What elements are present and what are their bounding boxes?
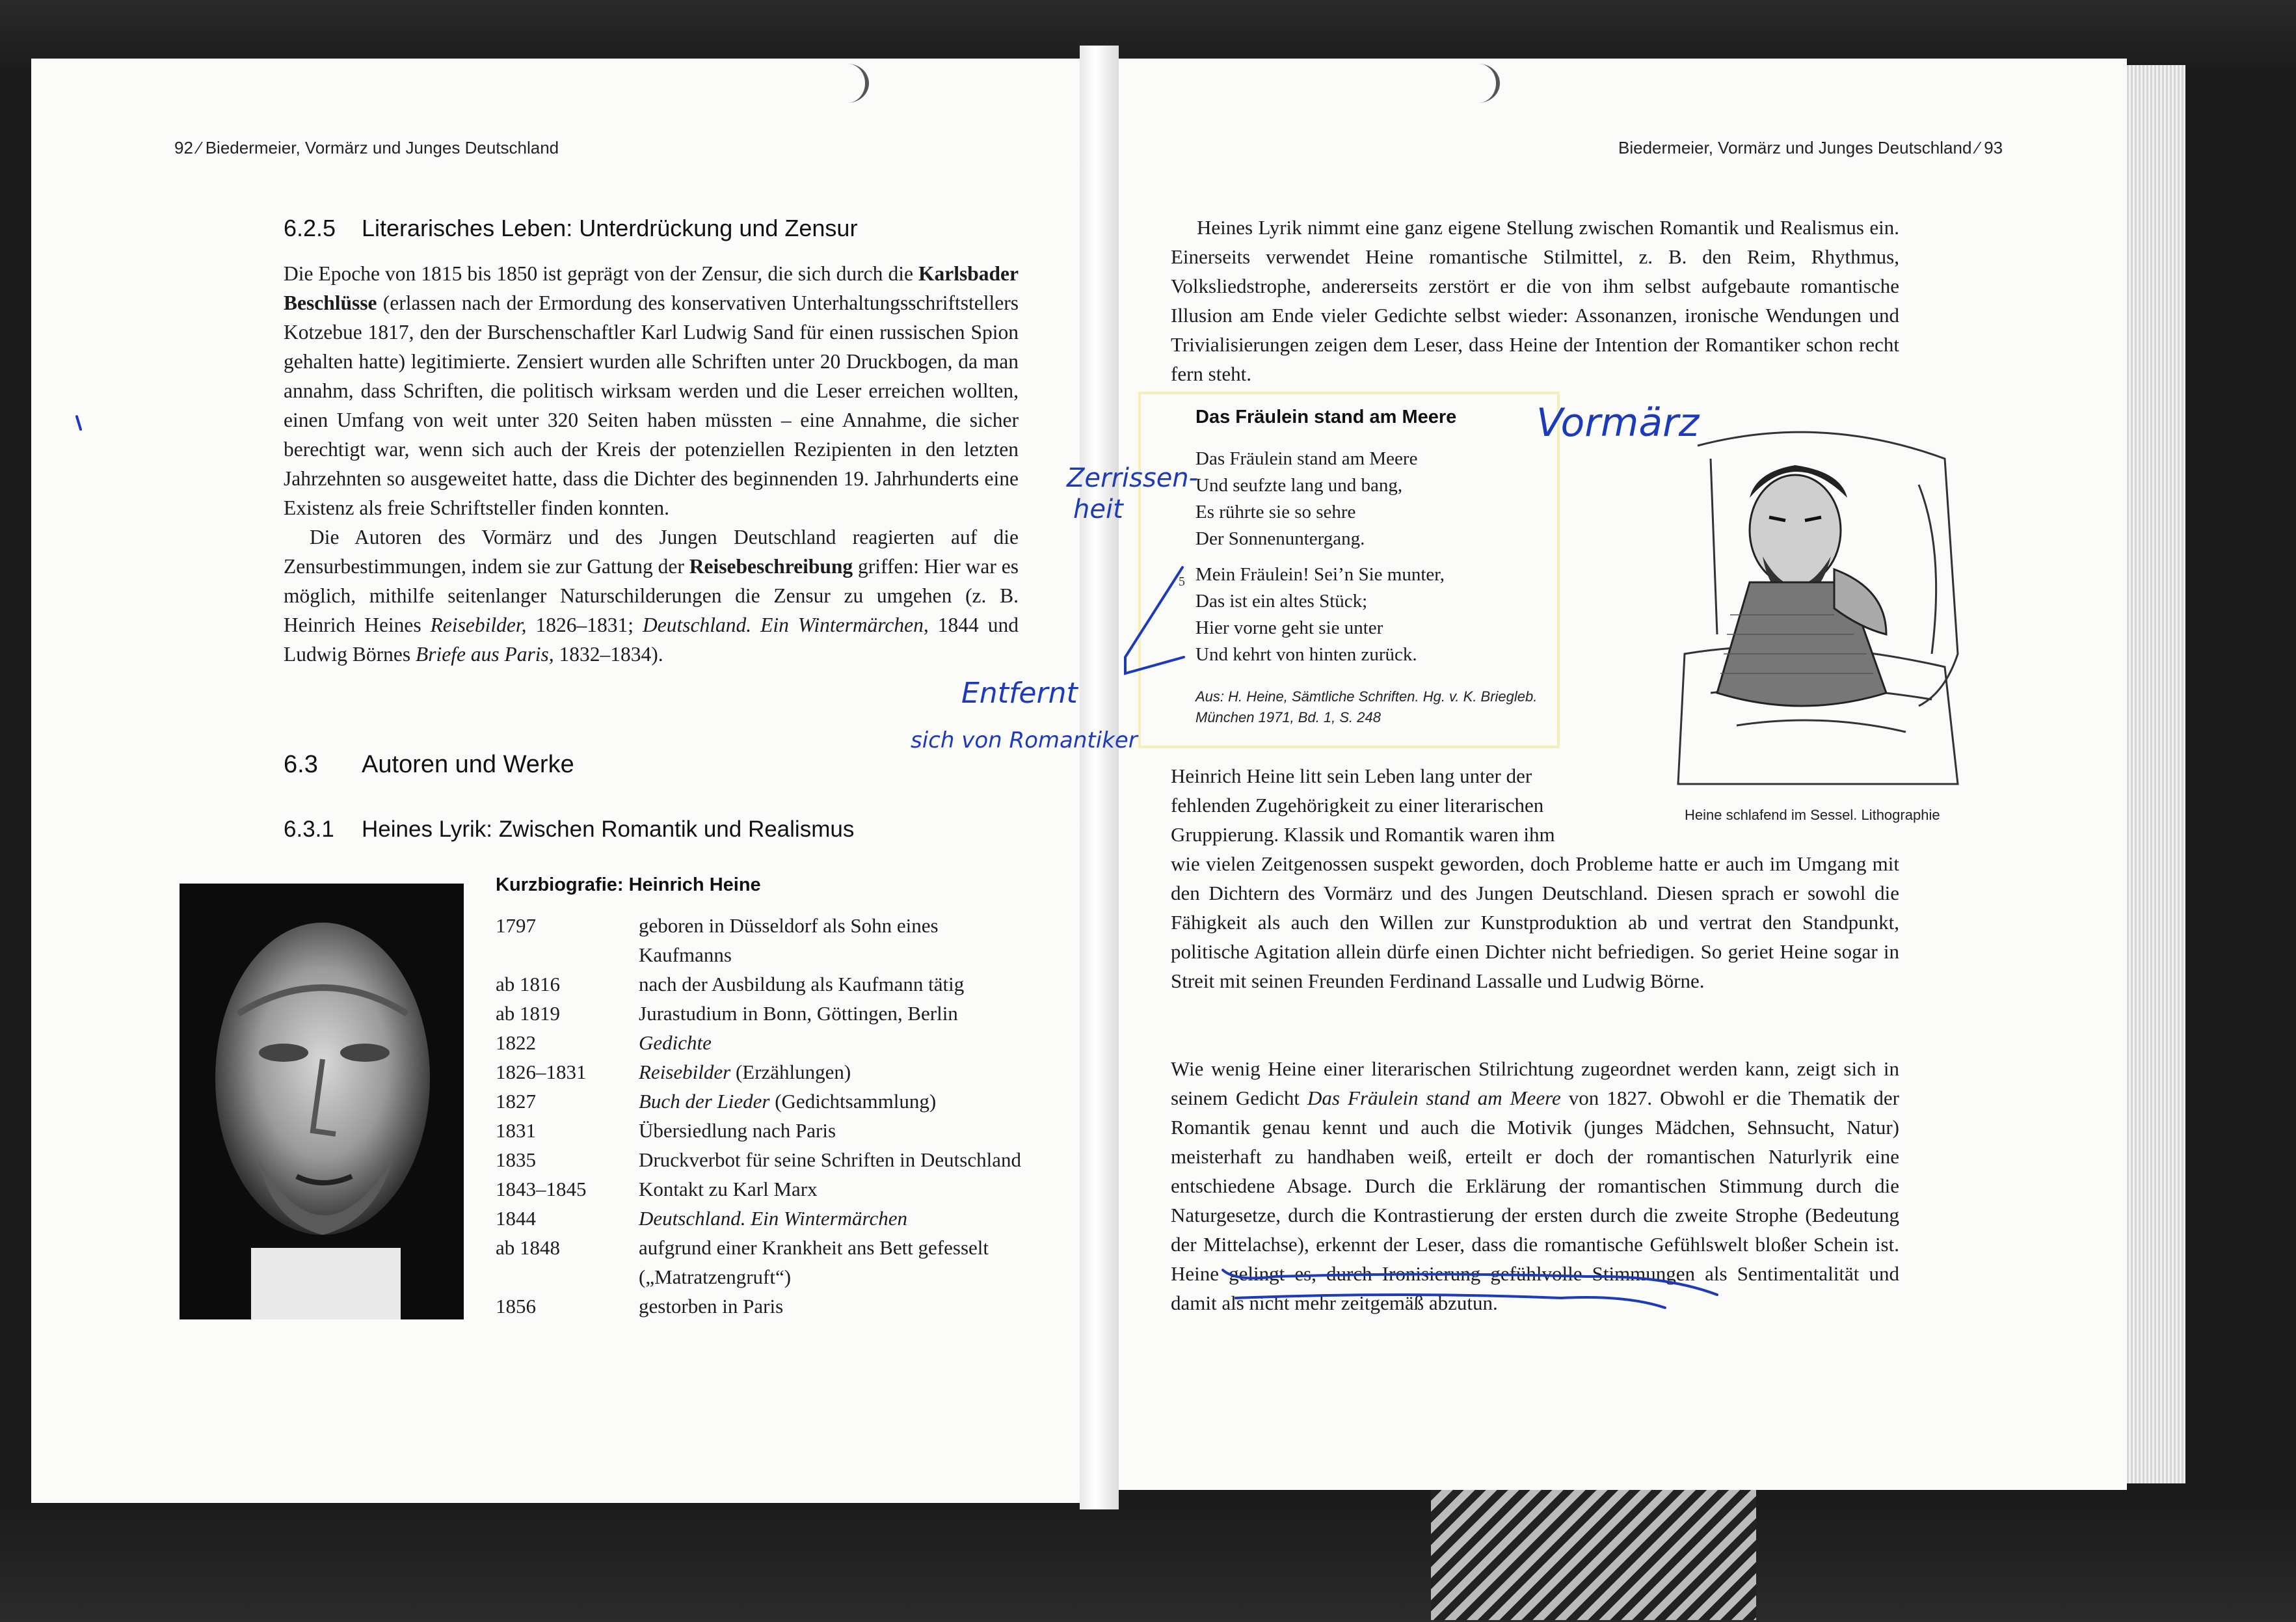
bio-year: 1827: [496, 1090, 536, 1113]
section-title: Literarisches Leben: Unterdrückung und Zensur: [362, 215, 858, 241]
bio-text: aufgrund einer Krankheit ans Bett gefesselt („Matratzengruft“): [639, 1236, 989, 1288]
annotation-zerrissenheit: heit: [1073, 494, 1123, 524]
work-title: Deutschland. Ein Wintermärchen,: [643, 614, 929, 636]
bio-text: Druckverbot für seine Schriften in Deutschland: [639, 1148, 1021, 1171]
poem-line: Und kehrt von hinten zurück.: [1195, 644, 1417, 665]
work-title: Briefe aus Paris,: [415, 643, 554, 666]
work-title: Das Fräulein stand am Meere: [1307, 1087, 1561, 1109]
section-number: 6.3.1: [284, 817, 334, 842]
text-line: fehlenden Zugehörigkeit zu einer literarischen: [1171, 794, 1544, 817]
work-title: Deutschland. Ein Wintermärchen: [639, 1207, 907, 1230]
poem-line: Das Fräulein stand am Meere: [1195, 448, 1418, 469]
running-head-left: 92 ⁄ Biedermeier, Vormärz und Junges Deutschland: [174, 138, 559, 157]
text-run: wie vielen Zeitgenossen suspekt geworden, doch Probleme hatte er auch im Umgang mit den Dichtern des Vormärz und des Jungen Deutschland. Diesen sprach er sowohl die Fähigkeit als auch den Willen zur Kunstproduktion ab und vertrat den Standpunkt, politische Agitation allein dürfe einen Dichter nicht befriedigen. So geriet Heine sogar in Streit mit seinen Freunden Ferdinand Lassalle und Ludwig Börne.: [1171, 852, 1899, 992]
poem-line: Und seufzte lang und bang,: [1195, 475, 1403, 496]
source-line: Aus: H. Heine, Sämtliche Schriften. Hg. v. K. Briegleb.: [1195, 688, 1538, 705]
bio-text: Kontakt zu Karl Marx: [639, 1178, 818, 1200]
bio-year: ab 1816: [496, 973, 561, 995]
text-run: Wie wenig Heine einer literarischen Stilrichtung zugeordnet werden kann, zeigt sich in seinem Gedicht: [1171, 1057, 1899, 1109]
text-run: 1832–1834).: [554, 643, 663, 666]
bio-year: 1826–1831: [496, 1061, 587, 1083]
bio-text: geboren in Düsseldorf als Sohn eines Kaufmanns: [639, 914, 939, 966]
text-line: Gruppierung. Klassik und Romantik waren ihm: [1171, 823, 1555, 846]
bio-year: 1856: [496, 1295, 536, 1318]
bio-year: ab 1819: [496, 1002, 561, 1025]
bio-year: 1843–1845: [496, 1178, 587, 1200]
bio-text: Übersiedlung nach Paris: [639, 1119, 836, 1142]
lithograph-caption: Heine schlafend im Sessel. Lithographie: [1685, 807, 1940, 823]
text-line: Heinrich Heine litt sein Leben lang unter der: [1171, 764, 1532, 787]
work-title: Reisebilder: [639, 1061, 731, 1083]
bio-year: 1831: [496, 1119, 536, 1142]
text-run: 1844 und Ludwig Börnes: [284, 614, 1019, 666]
bold-term: Reisebeschreibung: [689, 555, 853, 578]
source-line: München 1971, Bd. 1, S. 248: [1195, 709, 1381, 725]
bio-year: 1822: [496, 1031, 536, 1054]
text-run: Die Autoren des Vormärz und des Jungen Deutschland reagierten auf die Zensurbestimmungen, indem sie zur Gattung der: [284, 526, 1019, 578]
poem-line: Das ist ein altes Stück;: [1195, 591, 1368, 612]
bio-text: nach der Ausbildung als Kaufmann tätig: [639, 973, 965, 995]
work-title: Buch der Lieder: [639, 1090, 770, 1113]
intro-text: Heines Lyrik nimmt eine ganz eigene Stellung zwischen Romantik und Realismus ein. Einerseits verwendet Heine romantische Stilmittel, z. B. den Reim, Rhythmus, Volksliedstrophe, andererseits zerstört er die von ihm selbst aufgebaute romantische Illusion am Ende vieler Gedichte selbst wieder: Assonanzen, ironische Wendungen und Trivialisierungen zeigen dem Leser, dass Heine der Intention der Romantiker schon recht fern steht.: [1171, 216, 1899, 385]
bio-year: 1844: [496, 1207, 536, 1230]
poem-line: Hier vorne geht sie unter: [1195, 617, 1383, 638]
bio-title: Kurzbiografie: Heinrich Heine: [496, 874, 761, 895]
annotation-entfernt: Entfernt: [961, 677, 1078, 710]
section-number: 6.2.5: [284, 215, 336, 241]
annotation-sich-von-romantiker: sich von Romantiker: [911, 727, 1138, 753]
text-run: 1826–1831;: [526, 614, 643, 636]
work-title: Reisebilder,: [430, 614, 527, 636]
section-title: Heines Lyrik: Zwischen Romantik und Realismus: [362, 817, 855, 842]
text-run: von 1827. Obwohl er die Thematik der Romantik genau kennt und auch die Motivik (junges Mädchen, Sehnsucht, Natur) meisterhaft zu handhaben weiß, erteilt er doch der romantischen Naturlyrik eine entschiedene Absage. Durch die Erklärung der romantischen Stimmung durch die Naturgesetze, durch die Kontrastierung der ersten durch die zweite Strophe (Bedeutung der Mittelachse), erkennt der Leser, dass die romantische Gefühlswelt bloßer Schein ist. Heine gelingt es, durch Ironisierung gefühlvolle Stimmungen als Sentimentalität und damit als nicht mehr zeitgemäß abzutun.: [1171, 1087, 1899, 1314]
poem-line: Es rührte sie so sehre: [1195, 502, 1356, 522]
bio-text: gestorben in Paris: [639, 1295, 784, 1318]
text-run: Die Epoche von 1815 bis 1850 ist geprägt von der Zensur, die sich durch die: [284, 262, 918, 285]
bio-year: 1797: [496, 914, 536, 937]
work-title: Gedichte: [639, 1031, 712, 1054]
bio-text: (Gedichtsammlung): [769, 1090, 937, 1113]
bold-term: Karlsbader Beschlüsse: [284, 262, 1019, 314]
bio-text: (Erzählungen): [730, 1061, 851, 1083]
section-title: Autoren und Werke: [362, 751, 574, 778]
bio-year: 1835: [496, 1148, 536, 1171]
section-number: 6.3: [284, 751, 318, 778]
poem-line: Der Sonnenuntergang.: [1195, 528, 1365, 549]
text-run: (erlassen nach der Ermordung des konservativen Unterhaltungsschriftstellers Kotzebue 1817, den der Burschenschaftler Karl Ludwig Sand für einen russischen Spion gehalten hatte) legitimierte. Zensiert wurden alle Schriften unter 20 Druckbogen, da man annahm, dass Schriften, die politisch wirksam werden und die Leser erreichen wollten, einen Umfang von weit unter 320 Seiten haben müssten – eine Annahme, die sicher berechtigt war, wenn sich auch der Kreis der potenziellen Rezipienten in den letzten Jahrzehnten so ausgeweitet hatte, dass die Dichter des beginnenden 19. Jahrhunderts eine Existenz als freie Schriftsteller finden konnten.: [284, 291, 1019, 519]
annotation-vormaerz: Vormärz: [1536, 400, 1700, 446]
annotation-zerrissenheit: Zerrissen-: [1067, 463, 1199, 493]
poem-title: Das Fräulein stand am Meere: [1195, 407, 1457, 427]
running-head-right: Biedermeier, Vormärz und Junges Deutschland ⁄ 93: [1618, 138, 2003, 157]
poem-line: Mein Fräulein! Sei’n Sie munter,: [1195, 564, 1445, 585]
text-run: griffen: Hier war es möglich, mithilfe seitenlanger Naturschilderungen die Zensur zu umgehen (z. B. Heinrich Heines: [284, 555, 1019, 636]
line-number: 5: [1179, 574, 1185, 589]
bio-text: Jurastudium in Bonn, Göttingen, Berlin: [639, 1002, 958, 1025]
bio-year: ab 1848: [496, 1236, 561, 1259]
